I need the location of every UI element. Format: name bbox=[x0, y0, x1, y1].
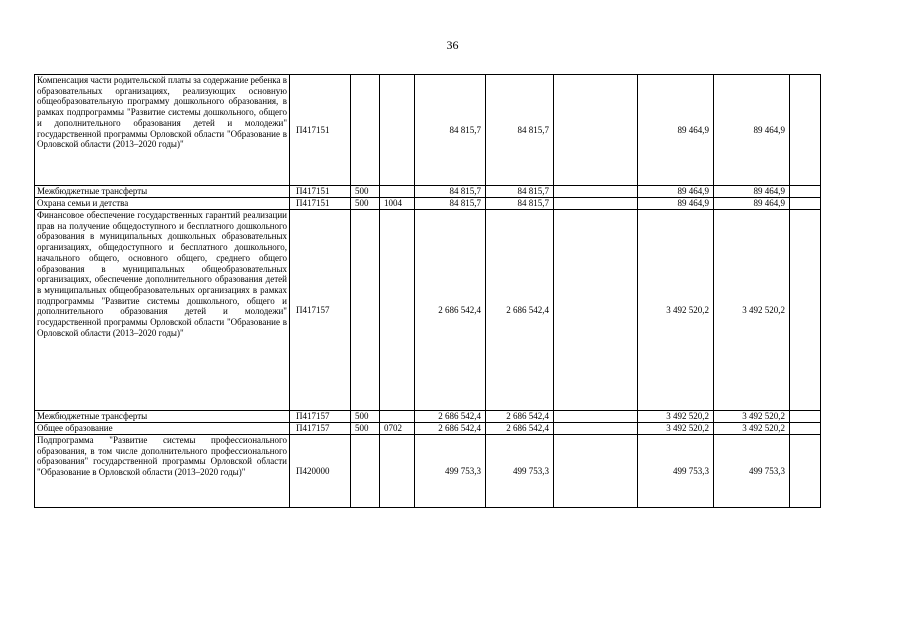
budget-table bbox=[34, 74, 821, 508]
amount-5: 89 464,9 bbox=[714, 186, 790, 198]
amount-5: 3 492 520,2 bbox=[714, 210, 790, 411]
section-code bbox=[380, 411, 415, 423]
amount-6 bbox=[790, 423, 821, 435]
table-row bbox=[35, 186, 821, 198]
table-row bbox=[35, 435, 821, 508]
amount-2: 499 753,3 bbox=[486, 435, 554, 508]
amount-5: 3 492 520,2 bbox=[714, 423, 790, 435]
expense-type-code bbox=[351, 75, 380, 186]
table-row bbox=[35, 210, 821, 411]
table-row bbox=[35, 198, 821, 210]
row-name: Межбюджетные трансферты bbox=[35, 411, 290, 423]
target-article-code: П417157 bbox=[290, 210, 351, 411]
amount-6 bbox=[790, 435, 821, 508]
amount-3 bbox=[554, 411, 638, 423]
amount-1: 84 815,7 bbox=[415, 75, 486, 186]
amount-1: 2 686 542,4 bbox=[415, 210, 486, 411]
section-code bbox=[380, 210, 415, 411]
amount-3 bbox=[554, 435, 638, 508]
section-code bbox=[380, 435, 415, 508]
amount-4: 89 464,9 bbox=[638, 75, 714, 186]
amount-1: 2 686 542,4 bbox=[415, 411, 486, 423]
amount-1: 499 753,3 bbox=[415, 435, 486, 508]
expense-type-code: 500 bbox=[351, 423, 380, 435]
target-article-code: П417151 bbox=[290, 198, 351, 210]
amount-4: 89 464,9 bbox=[638, 186, 714, 198]
amount-3 bbox=[554, 210, 638, 411]
amount-4: 3 492 520,2 bbox=[638, 210, 714, 411]
amount-3 bbox=[554, 423, 638, 435]
amount-3 bbox=[554, 198, 638, 210]
amount-2: 2 686 542,4 bbox=[486, 210, 554, 411]
expense-type-code: 500 bbox=[351, 186, 380, 198]
amount-6 bbox=[790, 210, 821, 411]
target-article-code: П417157 bbox=[290, 423, 351, 435]
amount-1: 2 686 542,4 bbox=[415, 423, 486, 435]
amount-2: 2 686 542,4 bbox=[486, 423, 554, 435]
amount-4: 89 464,9 bbox=[638, 198, 714, 210]
amount-6 bbox=[790, 186, 821, 198]
expense-type-code: 500 bbox=[351, 411, 380, 423]
amount-6 bbox=[790, 75, 821, 186]
amount-4: 499 753,3 bbox=[638, 435, 714, 508]
amount-1: 84 815,7 bbox=[415, 186, 486, 198]
row-name: Общее образование bbox=[35, 423, 290, 435]
amount-4: 3 492 520,2 bbox=[638, 423, 714, 435]
amount-1: 84 815,7 bbox=[415, 198, 486, 210]
amount-5: 89 464,9 bbox=[714, 75, 790, 186]
amount-4: 3 492 520,2 bbox=[638, 411, 714, 423]
amount-3 bbox=[554, 186, 638, 198]
section-code bbox=[380, 186, 415, 198]
amount-2: 84 815,7 bbox=[486, 186, 554, 198]
table-row bbox=[35, 75, 821, 186]
amount-5: 89 464,9 bbox=[714, 198, 790, 210]
section-code: 0702 bbox=[380, 423, 415, 435]
section-code bbox=[380, 75, 415, 186]
amount-3 bbox=[554, 75, 638, 186]
target-article-code: П417151 bbox=[290, 186, 351, 198]
target-article-code: П417157 bbox=[290, 411, 351, 423]
table-row bbox=[35, 411, 821, 423]
target-article-code: П417151 bbox=[290, 75, 351, 186]
expense-type-code bbox=[351, 210, 380, 411]
row-name: Компенсация части родительской платы за содержание ребенка в образовательных организациях, реализующих основную общеобразовательную программу дошкольного образования, в рамках подпрограммы "Развитие системы дошкольного, общего и дополнительного образования детей и молодежи" государственной программы Орловской области "Образование в Орловской области (2013–2020 годы)" bbox=[35, 75, 290, 186]
row-name: Подпрограмма "Развитие системы профессионального образования, в том числе дополнительного профессионального образования" государственной программы Орловской области "Образование в Орловской области (2013–2020 годы)" bbox=[35, 435, 290, 508]
section-code: 1004 bbox=[380, 198, 415, 210]
amount-2: 2 686 542,4 bbox=[486, 411, 554, 423]
target-article-code: П420000 bbox=[290, 435, 351, 508]
expense-type-code bbox=[351, 435, 380, 508]
row-name: Охрана семьи и детства bbox=[35, 198, 290, 210]
row-name: Финансовое обеспечение государственных гарантий реализации прав на получение общедоступного и бесплатного дошкольного образования в муниципальных дошкольных образовательных организациях, общедоступного и бесплатного дошкольного, начального общего, основного общего, среднего общего образования в муниципальных общеобразовательных организациях, обеспечение дополнительного образования детей в муниципальных общеобразовательных организациях в рамках подпрограммы "Развитие системы дошкольного, общего и дополнительного образования детей и молодежи" государственной программы Орловской области "Образование в Орловской области (2013–2020 годы)" bbox=[35, 210, 290, 411]
expense-type-code: 500 bbox=[351, 198, 380, 210]
row-name: Межбюджетные трансферты bbox=[35, 186, 290, 198]
amount-2: 84 815,7 bbox=[486, 198, 554, 210]
amount-5: 499 753,3 bbox=[714, 435, 790, 508]
amount-6 bbox=[790, 198, 821, 210]
amount-2: 84 815,7 bbox=[486, 75, 554, 186]
amount-5: 3 492 520,2 bbox=[714, 411, 790, 423]
amount-6 bbox=[790, 411, 821, 423]
page-number: 36 bbox=[446, 38, 459, 52]
table-row bbox=[35, 423, 821, 435]
